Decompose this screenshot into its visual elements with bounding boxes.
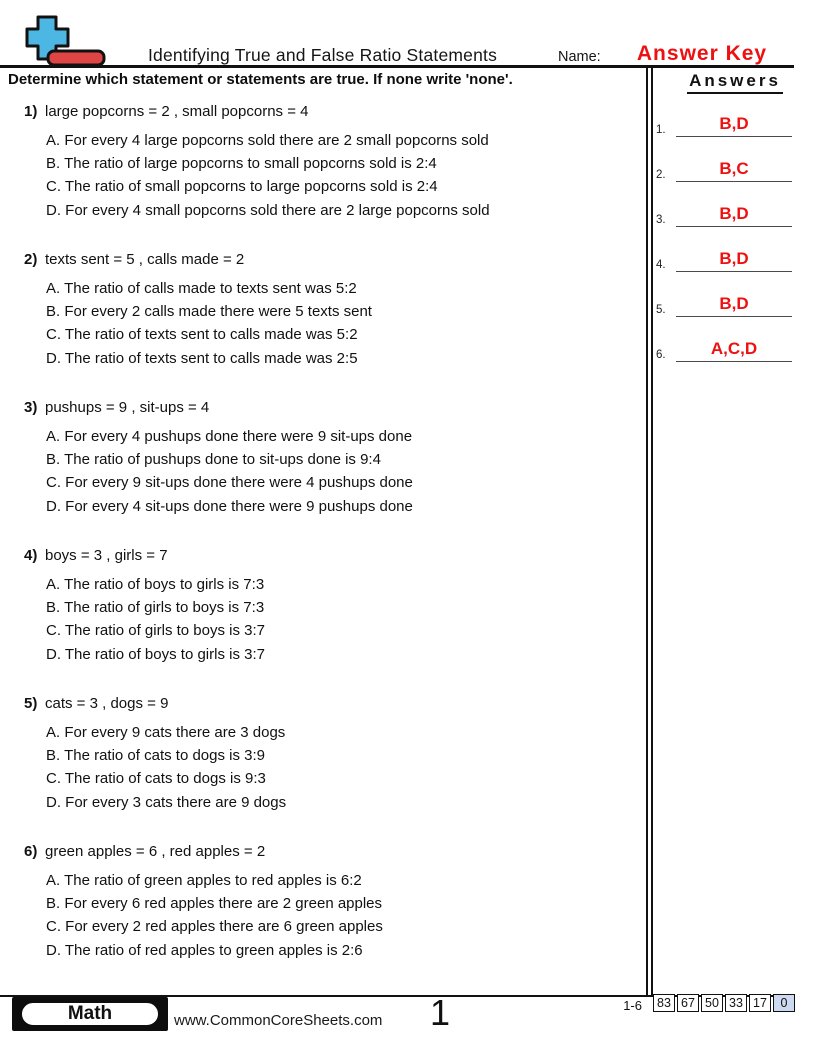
page-title: Identifying True and False Ratio Statements (148, 45, 498, 65)
answer-number: 4. (656, 259, 666, 271)
answer-blank-line (676, 271, 792, 272)
answer-value: A,C,D (710, 339, 758, 358)
answer-blank-line (676, 361, 792, 362)
answer-value: B,D (719, 114, 749, 133)
option-d: D. For every 3 cats there are 9 dogs (46, 793, 287, 811)
score-cell: 17 (749, 994, 771, 1012)
question-statement: boys = 3 , girls = 7 (45, 547, 168, 564)
option-b: B. For every 6 red apples there are 2 green apples (46, 894, 383, 912)
question-options (46, 869, 383, 963)
answers-column-divider (646, 68, 653, 996)
answer-item-4 (654, 245, 794, 272)
option-c: C. The ratio of girls to boys is 3:7 (46, 622, 265, 640)
question-statement: pushups = 9 , sit-ups = 4 (45, 399, 210, 416)
question-options (46, 129, 490, 223)
answer-number: 2. (656, 169, 666, 181)
answer-blank-line (676, 136, 792, 137)
name-label: Name: (558, 49, 601, 65)
question-statement: green apples = 6 , red apples = 2 (45, 843, 266, 860)
instructions-text: Determine which statement or statements are true. If none write 'none'. (8, 71, 513, 88)
option-c: C. The ratio of cats to dogs is 9:3 (46, 770, 266, 788)
commoncoresheets-logo-icon (24, 12, 110, 73)
option-a: A. The ratio of green apples to red apples is 6:2 (46, 871, 362, 889)
option-d: D. For every 4 sit-ups done there were 9 pushups done (46, 497, 413, 515)
option-b: B. The ratio of pushups done to sit-ups done is 9:4 (46, 450, 381, 468)
question-number: 4) (24, 547, 38, 564)
score-cell: 67 (677, 994, 699, 1012)
question-number: 3) (24, 399, 38, 416)
answer-value: B,D (719, 249, 749, 268)
answers-panel-header (660, 71, 810, 94)
option-d: D. The ratio of texts sent to calls made was 2:5 (46, 349, 358, 367)
option-c: C. For every 2 red apples there are 6 green apples (46, 918, 383, 936)
option-a: A. The ratio of calls made to texts sent was 5:2 (46, 279, 357, 297)
option-a: A. For every 4 large popcorns sold there are 2 small popcorns sold (46, 131, 489, 149)
answer-value: B,C (719, 159, 749, 178)
score-cell-highlighted: 0 (773, 994, 795, 1012)
question-options (46, 425, 413, 519)
answer-key-text: Answer Key (636, 42, 768, 65)
answers-panel-title: Answers (687, 71, 783, 94)
header-divider (0, 65, 794, 68)
answer-number: 3. (656, 214, 666, 226)
answer-number: 1. (656, 124, 666, 136)
question-statement: cats = 3 , dogs = 9 (45, 695, 169, 712)
option-c: C. The ratio of small popcorns to large popcorns sold is 2:4 (46, 178, 438, 196)
answer-number: 6. (656, 349, 666, 361)
subject-badge (12, 997, 168, 1031)
option-a: A. For every 9 cats there are 3 dogs (46, 723, 286, 741)
subject-label: Math (20, 1001, 160, 1027)
answer-item-3 (654, 200, 794, 227)
option-d: D. For every 4 small popcorns sold there are 2 large popcorns sold (46, 201, 490, 219)
answer-blank-line (676, 226, 792, 227)
website-text: www.CommonCoreSheets.com (174, 1012, 383, 1029)
answer-blank-line (676, 181, 792, 182)
answer-blank-line (676, 316, 792, 317)
answer-item-2 (654, 155, 794, 182)
answer-item-5 (654, 290, 794, 317)
question-number: 6) (24, 843, 38, 860)
option-b: B. The ratio of girls to boys is 7:3 (46, 598, 265, 616)
answer-number: 5. (656, 304, 666, 316)
score-cell: 33 (725, 994, 747, 1012)
option-d: D. The ratio of red apples to green apples is 2:6 (46, 941, 363, 959)
score-cell: 50 (701, 994, 723, 1012)
question-options (46, 721, 286, 815)
score-table (653, 994, 795, 1012)
option-d: D. The ratio of boys to girls is 3:7 (46, 645, 265, 663)
answer-item-6 (654, 335, 794, 362)
option-b: B. The ratio of large popcorns to small popcorns sold is 2:4 (46, 154, 437, 172)
answer-value: B,D (719, 294, 749, 313)
score-cell: 83 (653, 994, 675, 1012)
question-options (46, 573, 265, 667)
option-a: A. For every 4 pushups done there were 9 sit-ups done (46, 427, 413, 445)
score-range-label: 1-6 (623, 998, 642, 1013)
option-c: C. For every 9 sit-ups done there were 4 pushups done (46, 474, 413, 492)
question-statement: texts sent = 5 , calls made = 2 (45, 251, 245, 268)
question-number: 5) (24, 695, 38, 712)
option-c: C. The ratio of texts sent to calls made was 5:2 (46, 326, 358, 344)
question-number: 1) (24, 103, 38, 120)
answer-value: B,D (719, 204, 749, 223)
option-a: A. The ratio of boys to girls is 7:3 (46, 575, 265, 593)
question-statement: large popcorns = 2 , small popcorns = 4 (45, 103, 309, 120)
option-b: B. The ratio of cats to dogs is 3:9 (46, 746, 266, 764)
question-options (46, 277, 372, 371)
option-b: B. For every 2 calls made there were 5 texts sent (46, 302, 372, 320)
answer-item-1 (654, 110, 794, 137)
page-number: 1 (429, 992, 451, 1033)
question-number: 2) (24, 251, 38, 268)
